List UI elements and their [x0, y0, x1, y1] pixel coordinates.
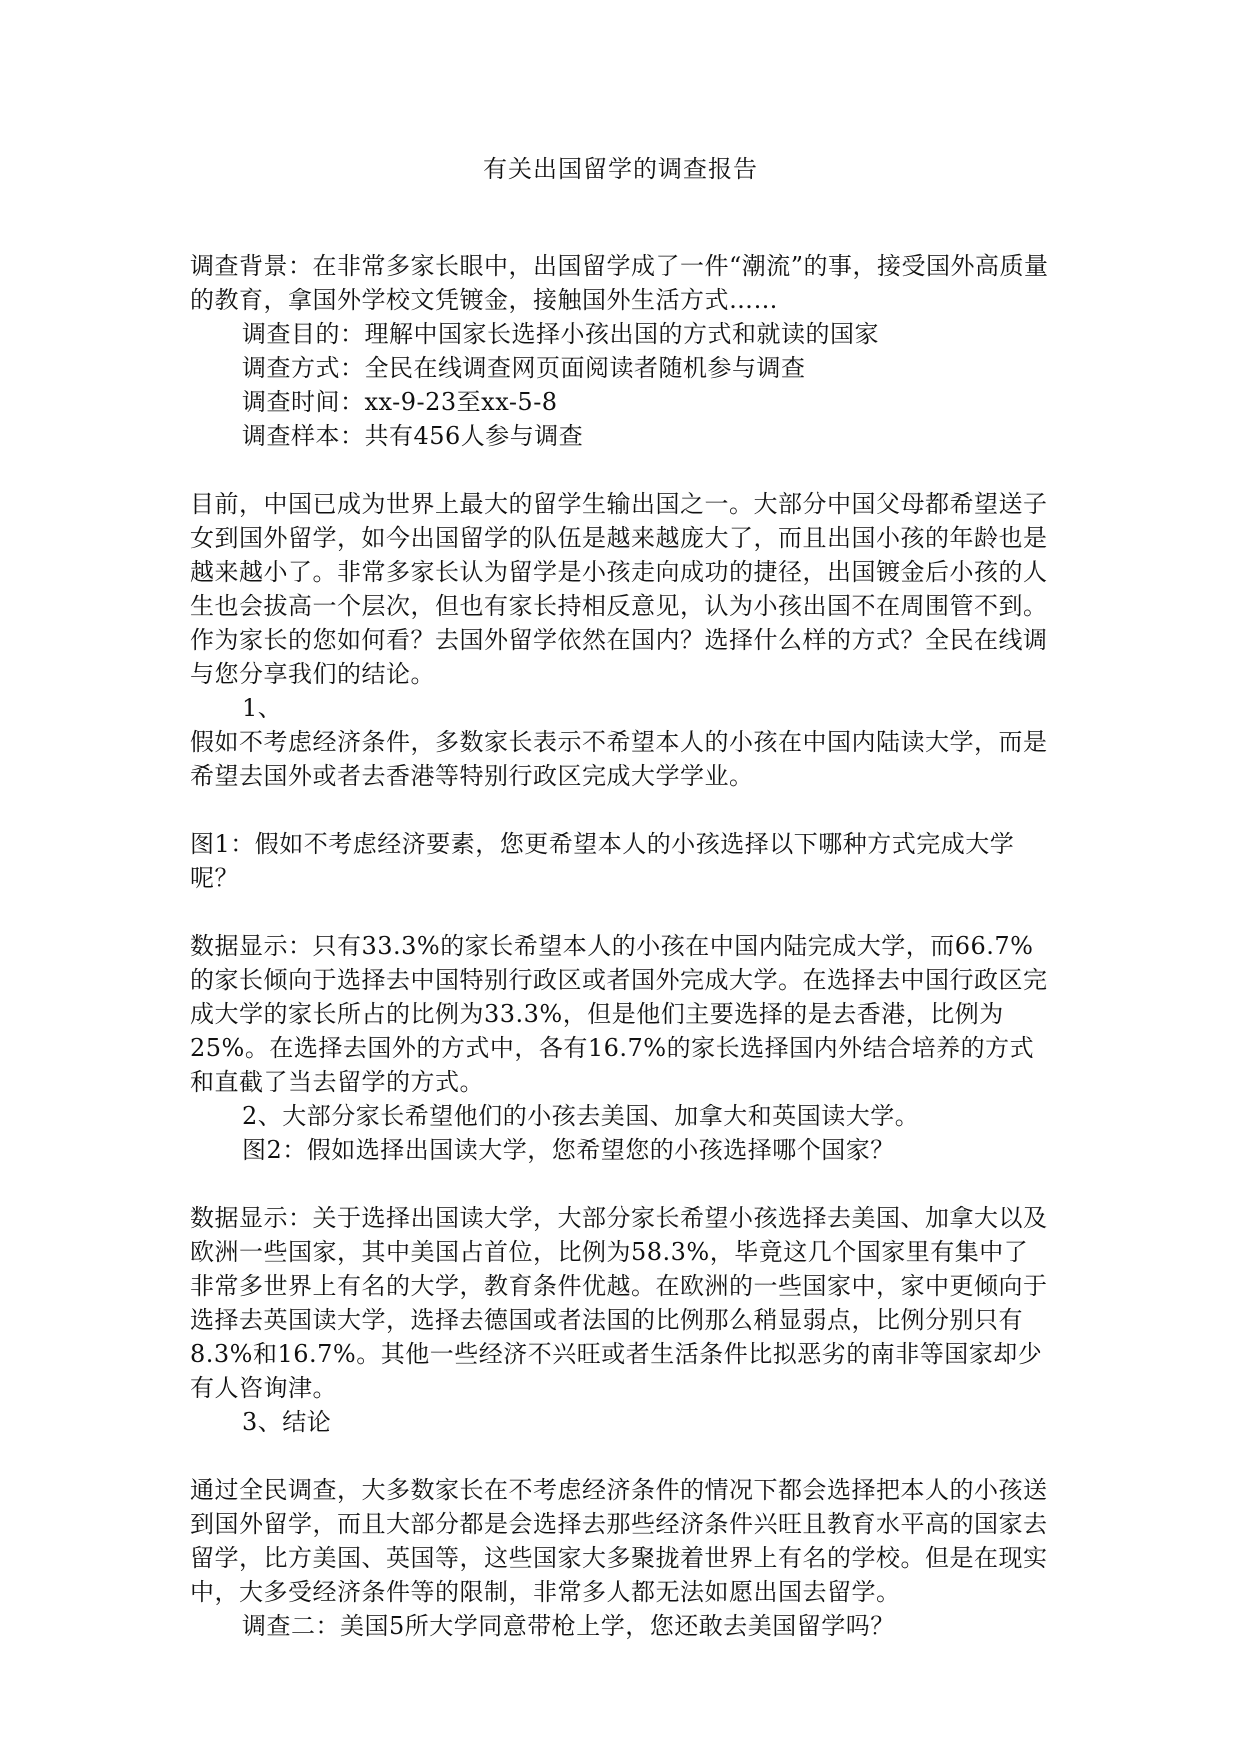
conclusion-paragraph: 通过全民调查，大多数家长在不考虑经济条件的情况下都会选择把本人的小孩送到国外留学，而且大部分都是会选择去那些经济条件兴旺且教育水平高的国家去留学，比方美国、英国等，这些国家大多聚拢着世界上有名的学校。但是在现实中，大多受经济条件等的限制，非常多人都无法如愿出国去留学。 [190, 1476, 1048, 1606]
survey-sample: 调查样本：共有456人参与调查 [242, 422, 584, 450]
spacer [190, 895, 1052, 929]
section-1-number: 1、 [242, 694, 283, 722]
spacer [190, 1439, 1052, 1473]
spacer [190, 453, 1052, 487]
survey-method: 调查方式：全民在线调查网页面阅读者随机参与调查 [242, 354, 806, 382]
survey-purpose: 调查目的：理解中国家长选择小孩出国的方式和就读的国家 [242, 320, 879, 348]
survey-2-heading: 调查二：美国5所大学同意带枪上学，您还敢去美国留学吗？ [242, 1612, 895, 1640]
data-paragraph-1: 数据显示：只有33.3%的家长希望本人的小孩在中国内陆完成大学，而66.7%的家长倾向于选择去中国特别行政区或者国外完成大学。在选择去中国行政区完成大学的家长所占的比例为33.3%，但是他们主要选择的是去香港，比例为25%。在选择去国外的方式中，各有16.7%的家长选择国内外结合培养的方式和直截了当去留学的方式。 [190, 932, 1048, 1096]
spacer [190, 1167, 1052, 1201]
section-2-heading: 2、大部分家长希望他们的小孩去美国、加拿大和英国读大学。 [242, 1102, 920, 1130]
figure-1-caption: 图1：假如不考虑经济要素，您更希望本人的小孩选择以下哪种方式完成大学呢？ [190, 830, 1015, 892]
document-body [190, 249, 1052, 1643]
section-3-heading: 3、结论 [242, 1408, 332, 1436]
section-1-text: 假如不考虑经济条件，多数家长表示不希望本人的小孩在中国内陆读大学，而是希望去国外或者去香港等特别行政区完成大学学业。 [190, 728, 1048, 790]
intro-paragraph: 目前，中国已成为世界上最大的留学生输出国之一。大部分中国父母都希望送子女到国外留学，如今出国留学的队伍是越来越庞大了，而且出国小孩的年龄也是越来越小了。非常多家长认为留学是小孩走向成功的捷径，出国镀金后小孩的人生也会拔高一个层次，但也有家长持相反意见，认为小孩出国不在周围管不到。作为家长的您如何看？去国外留学依然在国内？选择什么样的方式？全民在线调与您分享我们的结论。 [190, 490, 1048, 688]
survey-background: 调查背景：在非常多家长眼中，出国留学成了一件“潮流”的事，接受国外高质量的教育，拿国外学校文凭镀金，接触国外生活方式…… [190, 252, 1049, 314]
spacer [190, 793, 1052, 827]
figure-2-caption: 图2：假如选择出国读大学，您希望您的小孩选择哪个国家？ [242, 1136, 895, 1164]
survey-time: 调查时间：xx-9-23至xx-5-8 [242, 388, 558, 416]
data-paragraph-2: 数据显示：关于选择出国读大学，大部分家长希望小孩选择去美国、加拿大以及欧洲一些国家，其中美国占首位，比例为58.3%，毕竟这几个国家里有集中了非常多世界上有名的大学，教育条件优越。在欧洲的一些国家中，家中更倾向于选择去英国读大学，选择去德国或者法国的比例那么稍显弱点，比例分别只有8.3%和16.7%。其他一些经济不兴旺或者生活条件比拟恶劣的南非等国家却少有人咨询津。 [190, 1204, 1048, 1402]
document-title: 有关出国留学的调查报告 [483, 155, 758, 183]
